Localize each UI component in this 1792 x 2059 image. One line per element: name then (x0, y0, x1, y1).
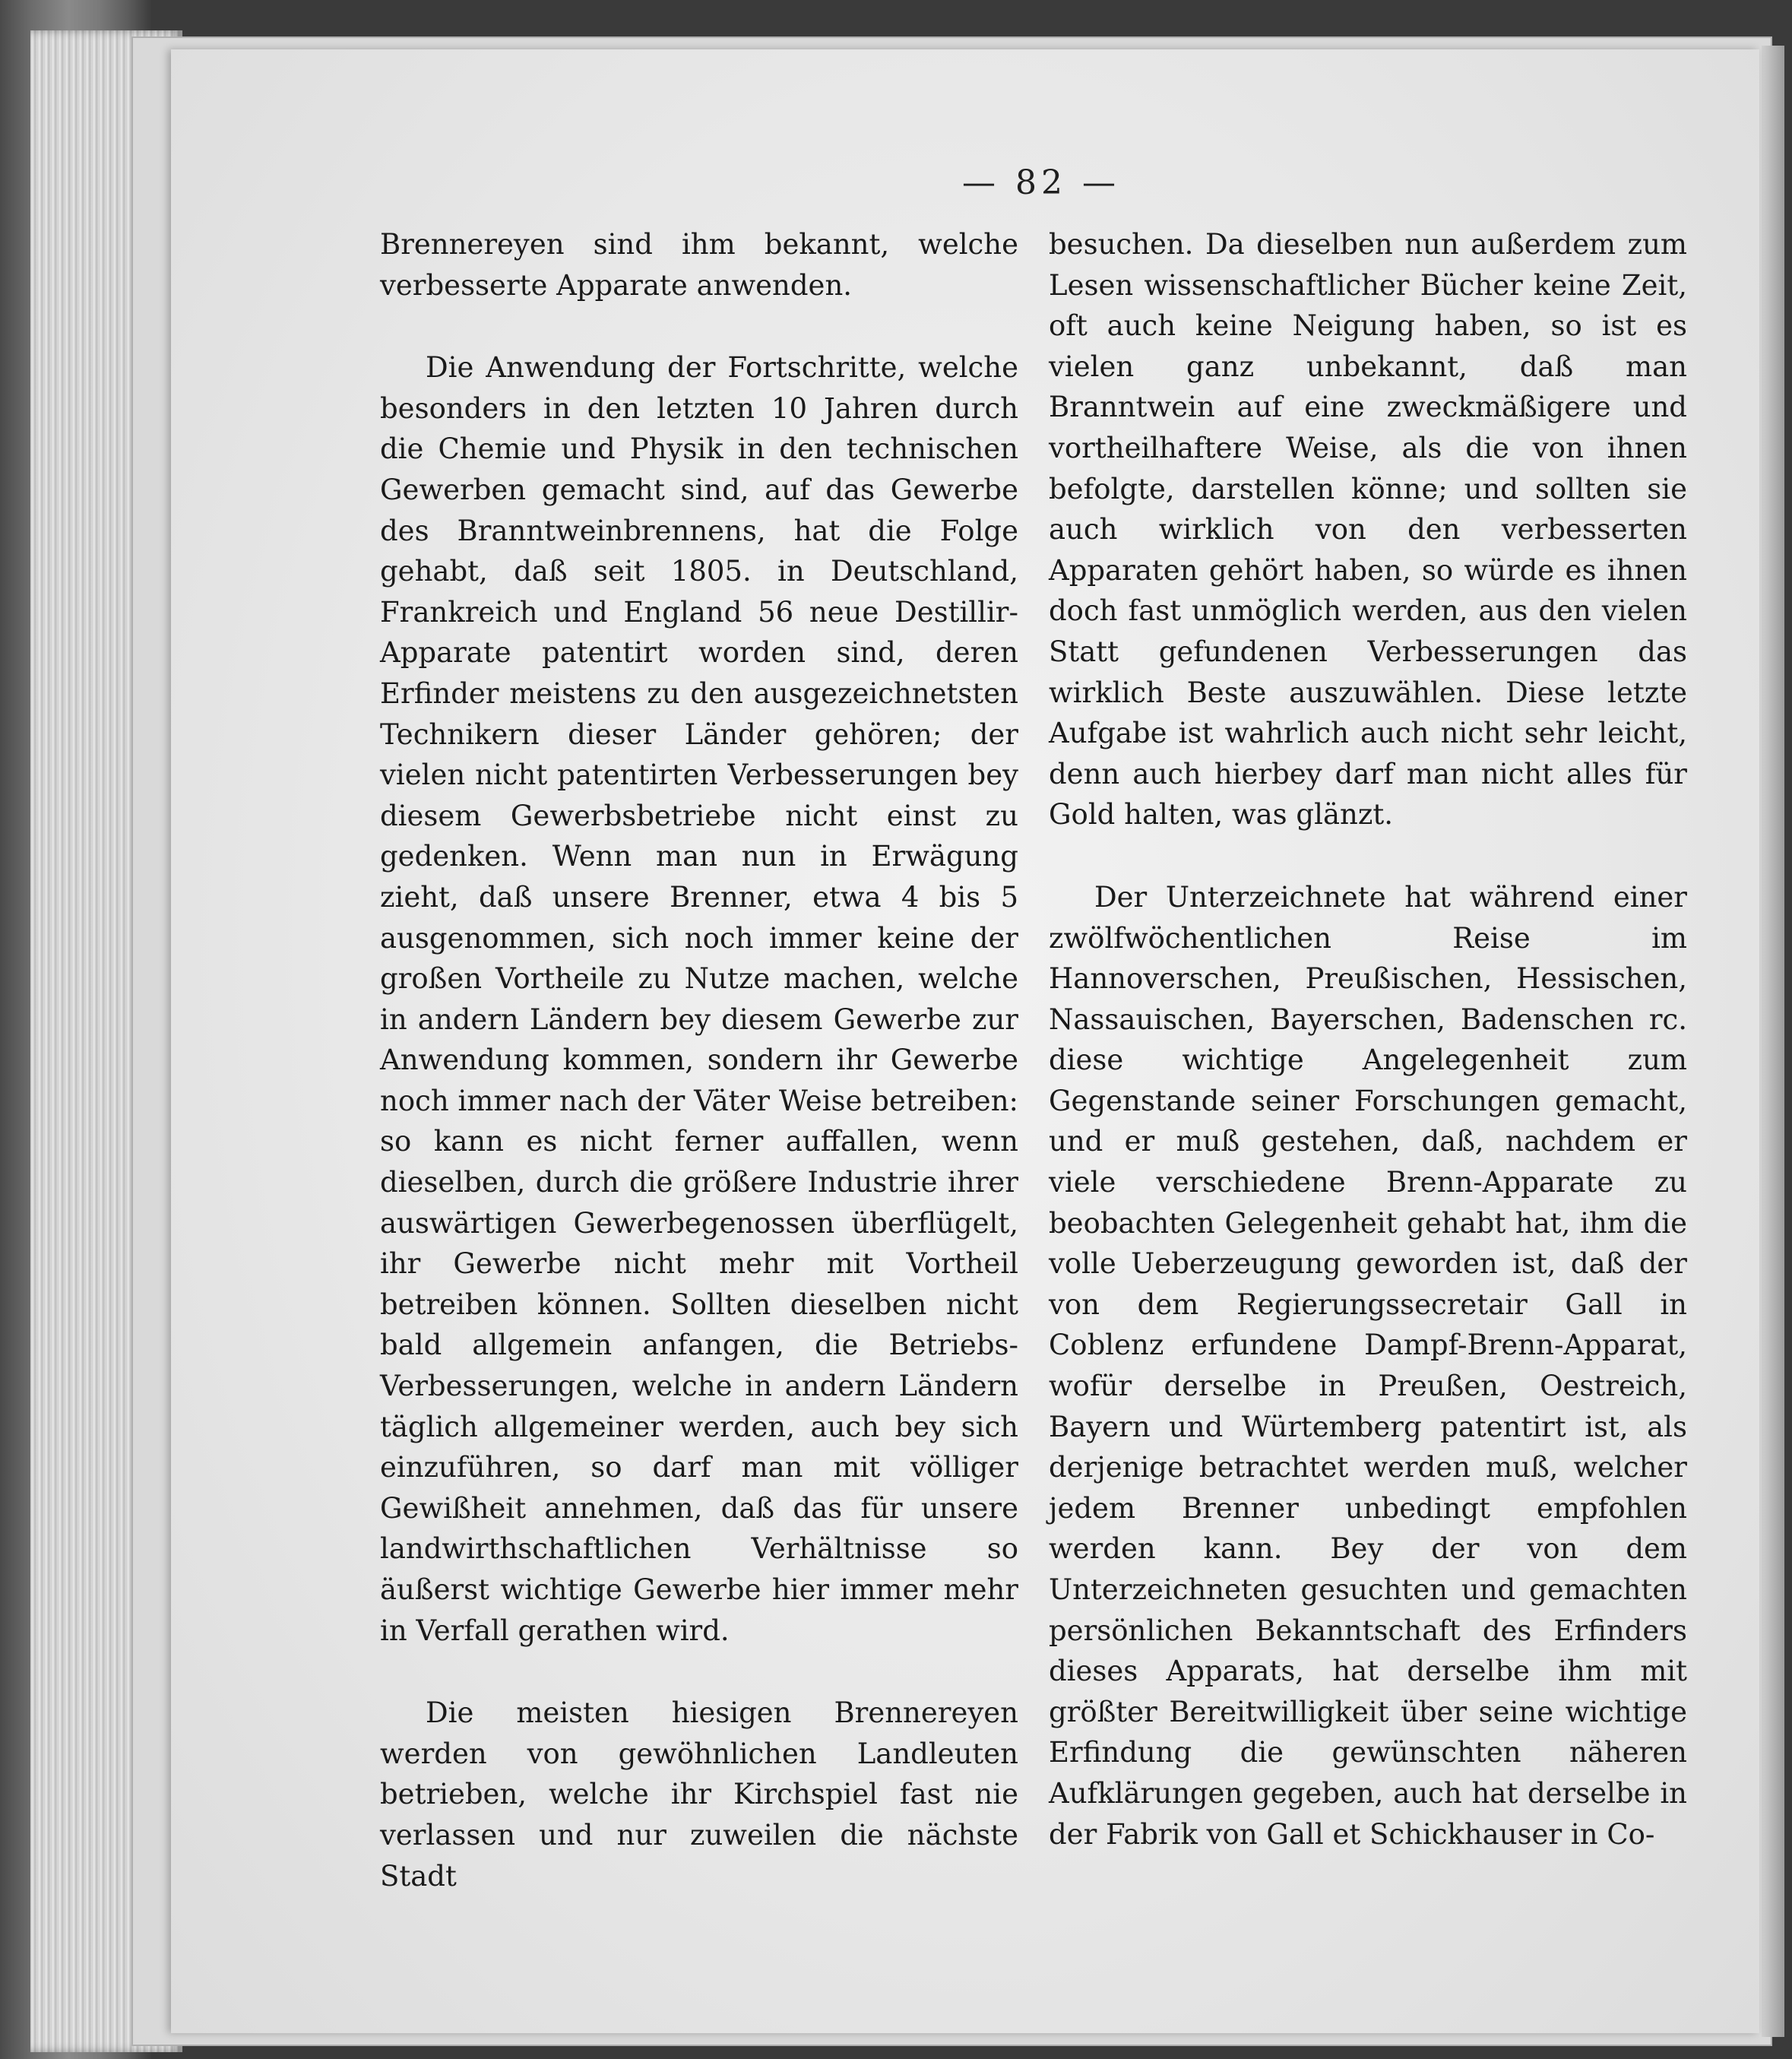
paragraph: Der Unterzeichnete hat während einer zwölfwöchentlichen Reise im Hannoverschen, Preußischen, Hessischen, Nassauischen, Bayerschen, Badenschen rc. diese wichtige Angelegenheit zum Gegenstande seiner Forschungen gemacht, und er muß gestehen, daß, nachdem er viele verschiedene Brenn-Apparate zu beobachten Gelegenheit gehabt hat, ihm die volle Ueberzeugung geworden ist, daß der von dem Regierungssecretair Gall in Coblenz erfundene Dampf-Brenn-Apparat, wofür derselbe in Preußen, Oestreich, Bayern und Würtemberg patentirt ist, als derjenige betrachtet werden muß, welcher jedem Brenner unbedingt empfohlen werden kann. Bey der von dem Unterzeichneten gesuchten und gemachten persönlichen Bekanntschaft des Erfinders dieses Apparats, hat derselbe ihm mit größter Bereitwilligkeit über seine wichtige Erfindung die gewünschten näheren Aufklärungen gegeben, auch hat derselbe in der Fabrik von Gall et Schickhauser in Co- (1049, 880, 1687, 1851)
paragraph-gap (380, 1651, 1018, 1693)
paragraph: Die Anwendung der Fortschritte, welche besonders in den letzten 10 Jahren durch die Chemie und Physik in den technischen Gewerben gemacht sind, auf das Gewerbe des Branntweinbrennens, hat die Folge gehabt, daß seit 1805. in Deutschland, Frankreich und England 56 neue Destillir-Apparate patentirt worden sind, deren Erfinder meistens zu den ausgezeichnetsten Technikern dieser Länder gehören; der vielen nicht patentirten Verbesserungen bey diesem Gewerbsbetriebe nicht einst zu gedenken. Wenn man nun in Erwägung zieht, daß unsere Brenner, etwa 4 bis 5 ausgenommen, sich noch immer keine der großen Vortheile zu Nutze machen, welche in andern Ländern bey diesem Gewerbe zur Anwendung kommen, sondern ihr Gewerbe noch immer nach der Väter Weise betreiben: so kann es nicht ferner auffallen, wenn dieselben, durch die größere Industrie ihrer auswärtigen Gewerbegenossen überflügelt, ihr Gewerbe nicht mehr mit Vortheil betreiben können. Sollten dieselben nicht bald allgemein anfangen, die Betriebs-Verbesserungen, welche in andern Ländern täglich allgemeiner werden, auch bey sich einzuführen, so darf man mit völliger Gewißheit annehmen, daß das für unsere landwirthschaftlichen Verhältnisse so äußerst wichtige Gewerbe hier immer mehr in Verfall gerathen wird. (380, 351, 1018, 1647)
page-number: — 82 — (962, 163, 1120, 202)
paragraph: Brennereyen sind ihm bekannt, welche verbesserte Apparate anwenden. (380, 228, 1018, 302)
paragraph: besuchen. Da dieselben nun außerdem zum Lesen wissenschaftlicher Bücher keine Zeit, oft auch keine Neigung haben, so ist es vielen ganz unbekannt, daß man Branntwein auf eine zweckmäßigere und vortheilhaftere Weise, als die von ihnen befolgte, darstellen könne; und sollten sie auch wirklich von den verbesserten Apparaten gehört haben, so würde es ihnen doch fast unmöglich werden, aus den vielen Statt gefundenen Verbesserungen das wirklich Beste auszuwählen. Diese letzte Aufgabe ist wahrlich auch nicht sehr leicht, denn auch hierbey darf man nicht alles für Gold halten, was glänzt. (1049, 228, 1687, 832)
paragraph-gap (1049, 835, 1687, 877)
book-page-edges-right (1762, 46, 1784, 2037)
paragraph: Die meisten hiesigen Brennereyen werden von gewöhnlichen Landleuten betrieben, welche ihr Kirchspiel fast nie verlassen und nur zuweilen die nächste Stadt (380, 1696, 1018, 1893)
text-column-right (1049, 224, 1687, 1855)
paragraph-gap (380, 306, 1018, 347)
text-column-left (380, 224, 1018, 1896)
